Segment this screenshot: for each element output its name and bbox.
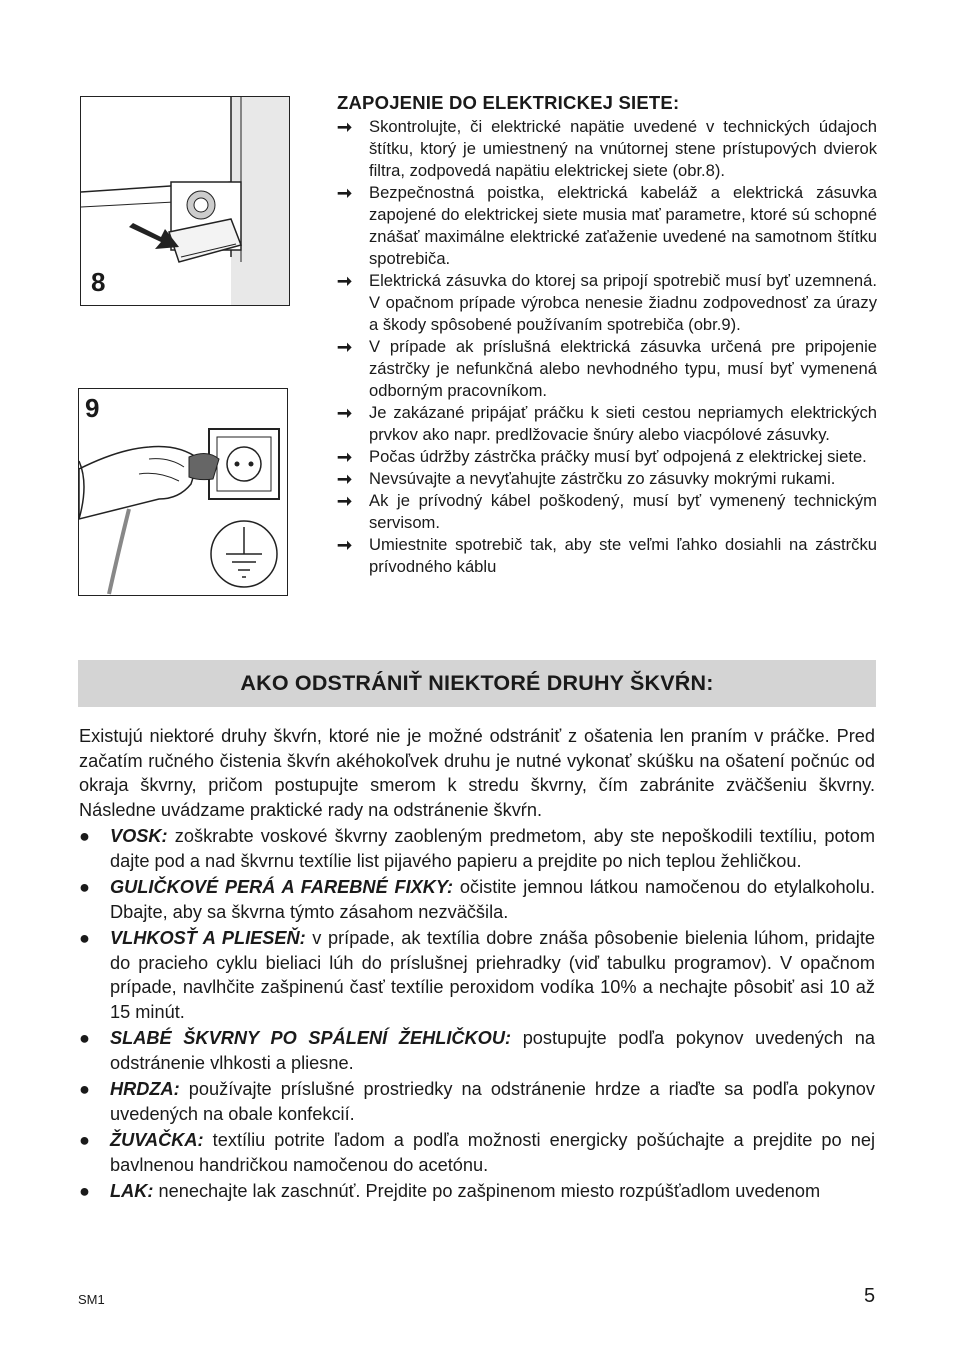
electrical-item-text: Počas údržby zástrčka práčky musí byť odpojená z elektrickej siete. <box>369 447 867 466</box>
stain-text: v prípade, ak textília dobre znáša pôsobenie bielenia lúhom, pridajte do pracieho cyklu bieliaci lúh do príslušnej priehradky (viď tabulku programov). V opačnom prípade, navlhčite zašpinenú časť textílie peroxidom vodíka 10% a nechajte pôsobiť asi 10 až 15 minút. <box>110 928 876 1022</box>
electrical-item <box>337 446 877 468</box>
arrow-icon: ➞ <box>337 447 353 467</box>
figure-8-number: 8 <box>91 267 106 297</box>
arrow-icon: ➞ <box>337 403 353 423</box>
electrical-item-text: Nevsúvajte a nevyťahujte zástrčku zo zásuvky mokrými rukami. <box>369 469 836 488</box>
stain-item <box>79 1179 875 1204</box>
stain-list <box>79 824 875 1204</box>
electrical-item-text: Umiestnite spotrebič tak, aby ste veľmi ľahko dosiahli na zástrčku prívodného káblu <box>369 535 877 576</box>
electrical-item-text: Je zakázané pripájať práčku k sieti cestou nepriamych elektrických prvkov ako napr. predlžovacie šnúry alebo viacpólové zásuvky. <box>369 403 877 444</box>
arrow-icon: ➞ <box>337 183 353 203</box>
electrical-item <box>337 336 877 402</box>
electrical-item-text: Elektrická zásuvka do ktorej sa pripojí spotrebič musí byť uzemnená. V opačnom prípade výrobca nenesie žiadnu zodpovednosť za úrazy a škody spôsobené používaním spotrebiča (obr.9). <box>369 271 877 334</box>
stain-item <box>79 875 875 924</box>
stain-text: zoškrabte voskové škvrny zaobleným predmetom, aby ste nepoškodili textíliu, potom dajte pod a nad škvrnu textílie list pijavého papieru a prejdite po nich teplou žehličkou. <box>110 826 875 871</box>
arrow-icon: ➞ <box>337 271 353 291</box>
bullet-icon: ● <box>79 928 90 948</box>
stain-item <box>79 1128 875 1177</box>
stain-keyword: ŽUVAČKA: <box>110 1130 204 1150</box>
bullet-icon: ● <box>79 1181 90 1201</box>
stain-keyword: SLABÉ ŠKVRNY PO SPÁLENÍ ŽEHLIČKOU: <box>110 1028 512 1048</box>
electrical-item <box>337 270 877 336</box>
stain-text: postupujte podľa pokynov uvedených na odstránenie vlhkosti a pliesne. <box>110 1028 875 1073</box>
electrical-item <box>337 468 877 490</box>
arrow-icon: ➞ <box>337 117 353 137</box>
stain-keyword: LAK: <box>110 1181 154 1201</box>
arrow-icon: ➞ <box>337 535 353 555</box>
electrical-item <box>337 402 877 446</box>
stain-keyword: VOSK: <box>110 826 168 846</box>
filter-door-illustration <box>81 97 290 306</box>
bullet-icon: ● <box>79 1028 90 1048</box>
bullet-icon: ● <box>79 1130 90 1150</box>
stain-item <box>79 926 875 1024</box>
stain-intro: Existujú niektoré druhy škvŕn, ktoré nie je možné odstrániť z ošatenia len praním v práčke. Pred začatím ručného čistenia škvŕn akéhokoľvek druhu je nutné vykonať skúšku na ošatení počnúc od okraja škvrny, pričom postupujte smerom k stredu škvrny, čím zabránite zväčšeniu škvrny. Následne uvádzame praktické rady na odstránenie škvŕn. <box>79 726 875 820</box>
figure-9-grounded-socket <box>78 388 288 596</box>
stain-item <box>79 1077 875 1126</box>
stain-text: očistite jemnou látkou namočenou do etylalkoholu. Dbajte, aby sa škvrna týmto zásahom nezväčšila. <box>110 877 875 922</box>
electrical-item <box>337 534 877 578</box>
socket-and-plug-illustration <box>79 389 288 596</box>
arrow-icon: ➞ <box>337 491 353 511</box>
page-number: 5 <box>864 1285 876 1307</box>
stain-item <box>79 824 875 873</box>
electrical-item-text: Ak je prívodný kábel poškodený, musí byť vymenený technickým servisom. <box>369 491 877 532</box>
document-code: SM1 <box>78 1292 105 1307</box>
electrical-item-text: Bezpečnostná poistka, elektrická kabeláž a elektrická zásuvka zapojené do elektrickej siete musia mať parametre, ktoré sú schopné znášať maximálne elektrické zaťaženie uvedené na samotnom štítku spotrebiča. <box>369 183 877 268</box>
bullet-icon: ● <box>79 877 90 897</box>
stain-text: nenechajte lak zaschnúť. Prejdite po zašpinenom miesto rozpúšťadlom uvedenom <box>153 1181 821 1201</box>
stain-keyword: HRDZA: <box>110 1079 180 1099</box>
figure-8-filter-door <box>80 96 290 306</box>
stain-keyword: VLHKOSŤ A PLIESEŇ: <box>110 928 306 948</box>
stain-text: textíliu potrite ľadom a podľa možnosti energicky pošúchajte a prejdite po nej bavlnenou handričkou namočenou do acetónu. <box>110 1130 875 1175</box>
stain-item <box>79 1026 875 1075</box>
electrical-item <box>337 182 877 270</box>
figure-9-number: 9 <box>85 393 100 423</box>
electrical-item <box>337 116 877 182</box>
stain-heading: AKO ODSTRÁNIŤ NIEKTORÉ DRUHY ŠKVŔN: <box>240 671 714 695</box>
electrical-heading: ZAPOJENIE DO ELEKTRICKEJ SIETE: <box>337 92 680 113</box>
electrical-item <box>337 490 877 534</box>
electrical-instructions-list <box>337 116 877 578</box>
bullet-icon: ● <box>79 826 90 846</box>
stain-text: používajte príslušné prostriedky na odstránenie hrdze a riaďte sa podľa pokynov uvedených na obale konfekcií. <box>110 1079 875 1124</box>
electrical-item-text: V prípade ak príslušná elektrická zásuvka určená pre pripojenie zástrčky je nefunkčná alebo nevhodného typu, musí byť vymenená odborným pracovníkom. <box>369 337 877 400</box>
arrow-icon: ➞ <box>337 469 353 489</box>
arrow-icon: ➞ <box>337 337 353 357</box>
stain-removal-section <box>79 724 875 1206</box>
electrical-item-text: Skontrolujte, či elektrické napätie uvedené v technických údajoch štítku, ktorý je umiestnený na vnútornej stene prístupových dvierok filtra, zodpovedá napätiu elektrickej siete (obr.8). <box>369 117 877 180</box>
electrical-connection-section <box>337 92 877 578</box>
stain-keyword: GULIČKOVÉ PERÁ A FAREBNÉ FIXKY: <box>110 877 454 897</box>
stain-heading-bar <box>78 660 876 707</box>
bullet-icon: ● <box>79 1079 90 1099</box>
